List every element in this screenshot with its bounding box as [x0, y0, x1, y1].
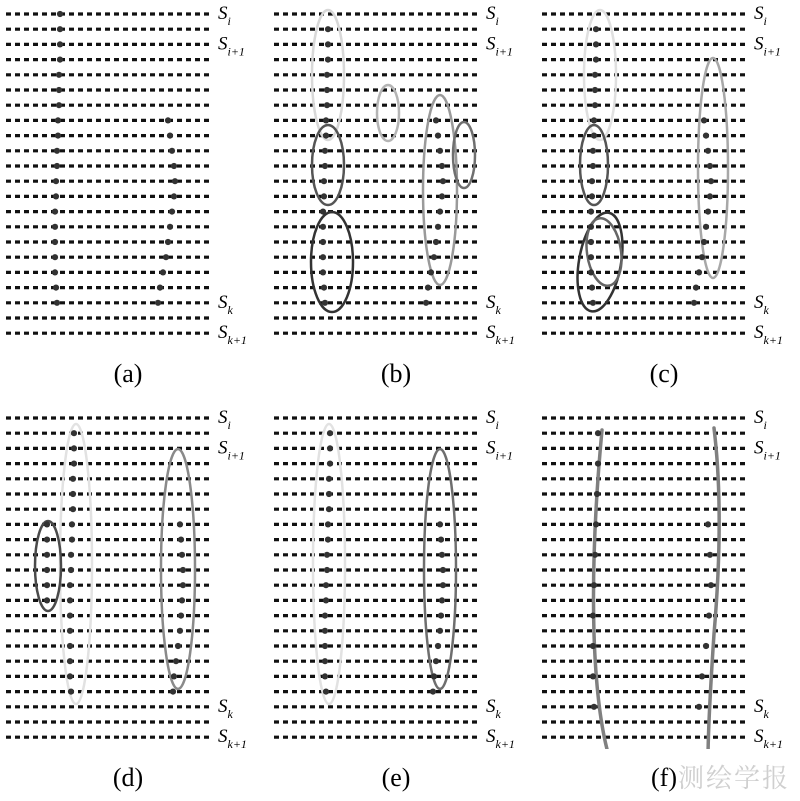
scanline-label: $S_{i+1}$	[486, 437, 513, 463]
panel-caption-a: (a)	[113, 359, 143, 388]
edge-point	[431, 673, 437, 679]
edge-point	[324, 567, 330, 573]
edge-point	[44, 521, 50, 527]
scanline-label: $S_k$	[754, 695, 769, 721]
edge-point	[326, 506, 332, 512]
edge-point	[67, 673, 73, 679]
edge-point	[327, 445, 333, 451]
edge-point	[439, 597, 445, 603]
edge-point	[425, 285, 431, 291]
edge-point	[691, 300, 697, 306]
edge-point	[323, 582, 329, 588]
edge-point	[324, 102, 330, 108]
edge-point	[178, 537, 184, 543]
edge-point	[44, 537, 50, 543]
edge-point	[53, 178, 59, 184]
edge-point	[588, 269, 594, 275]
scanline-label: $S_{i+1}$	[754, 437, 781, 463]
edge-point	[163, 254, 169, 260]
edge-point	[439, 163, 445, 169]
panel-canvas-b	[268, 0, 524, 345]
edge-point	[52, 269, 58, 275]
edge-point	[593, 521, 599, 527]
edge-point	[595, 461, 601, 467]
edge-point	[323, 597, 329, 603]
edge-point	[699, 254, 705, 260]
edge-point	[167, 224, 173, 230]
edge-point	[157, 285, 163, 291]
edge-point	[590, 643, 596, 649]
edge-point	[180, 567, 186, 573]
edge-point	[590, 613, 596, 619]
scanline-label: $S_{i+1}$	[754, 33, 781, 59]
edge-point	[589, 193, 595, 199]
edge-point	[435, 133, 441, 139]
edge-point	[170, 689, 176, 695]
edge-point	[326, 491, 332, 497]
edge-point	[703, 133, 709, 139]
scanline-label: $S_i$	[218, 407, 231, 432]
edge-point	[705, 209, 711, 215]
edge-point	[54, 300, 60, 306]
edge-point	[588, 254, 594, 260]
edge-point	[705, 521, 711, 527]
edge-point	[324, 87, 330, 93]
scanline-label: $S_k$	[218, 291, 233, 317]
edge-point	[70, 476, 76, 482]
panel-caption-c: (c)	[649, 359, 679, 388]
fitted-curve	[708, 428, 719, 749]
edge-point	[320, 269, 326, 275]
scanline-label: $S_k$	[218, 695, 233, 721]
edge-point	[591, 133, 597, 139]
edge-point	[699, 673, 705, 679]
edge-point	[71, 445, 77, 451]
panel-caption-b: (b)	[380, 359, 412, 388]
edge-point	[320, 254, 326, 260]
edge-point	[591, 582, 597, 588]
panel-c	[536, 0, 792, 390]
scanline-label: $S_{k+1}$	[218, 322, 247, 345]
edge-point	[52, 239, 58, 245]
edge-point	[177, 521, 183, 527]
edge-point	[701, 239, 707, 245]
edge-point	[437, 628, 443, 634]
edge-point	[590, 673, 596, 679]
edge-point	[440, 582, 446, 588]
edge-point	[707, 193, 713, 199]
edge-point	[430, 689, 436, 695]
edge-point	[701, 117, 707, 123]
edge-point	[323, 689, 329, 695]
edge-point	[57, 26, 63, 32]
panel-b	[268, 0, 524, 390]
edge-point	[591, 117, 597, 123]
edge-point	[696, 269, 702, 275]
edge-point	[708, 582, 714, 588]
edge-point	[440, 178, 446, 184]
edge-point	[323, 133, 329, 139]
edge-point	[435, 224, 441, 230]
edge-point	[57, 11, 63, 17]
edge-point	[323, 117, 329, 123]
edge-point	[322, 613, 328, 619]
edge-point	[53, 193, 59, 199]
edge-point	[588, 209, 594, 215]
edge-point	[590, 163, 596, 169]
edge-point	[324, 72, 330, 78]
edge-point	[423, 300, 429, 306]
edge-point	[593, 41, 599, 47]
edge-point	[706, 613, 712, 619]
edge-point	[70, 491, 76, 497]
edge-point	[70, 506, 76, 512]
edge-point	[707, 552, 713, 558]
edge-point	[439, 552, 445, 558]
edge-point	[440, 567, 446, 573]
scanline-label: $S_{k+1}$	[486, 726, 515, 749]
edge-point	[320, 239, 326, 245]
edge-point	[171, 673, 177, 679]
scanline-label: $S_{i+1}$	[486, 33, 513, 59]
edge-point	[428, 269, 434, 275]
panel-d	[0, 404, 256, 794]
edge-point	[56, 102, 62, 108]
edge-point	[52, 209, 58, 215]
scanline-label: $S_i$	[754, 407, 767, 432]
edge-point	[327, 461, 333, 467]
edge-point	[172, 178, 178, 184]
edge-point	[169, 148, 175, 154]
edge-point	[327, 430, 333, 436]
edge-point	[69, 537, 75, 543]
edge-point	[322, 673, 328, 679]
edge-point	[155, 300, 161, 306]
edge-point	[321, 193, 327, 199]
edge-point	[69, 521, 75, 527]
edge-point	[590, 300, 596, 306]
edge-point	[325, 521, 331, 527]
panel-canvas-c	[536, 0, 792, 345]
scanline-label: $S_{i+1}$	[218, 437, 245, 463]
edge-point	[167, 133, 173, 139]
edge-point	[178, 613, 184, 619]
edge-point	[71, 461, 77, 467]
edge-point	[595, 430, 601, 436]
edge-point	[173, 658, 179, 664]
edge-point	[438, 613, 444, 619]
edge-point	[437, 521, 443, 527]
edge-point	[54, 148, 60, 154]
edge-point	[52, 254, 58, 260]
edge-point	[322, 300, 328, 306]
edge-point	[703, 224, 709, 230]
scanline-label: $S_i$	[218, 3, 231, 28]
edge-point	[71, 430, 77, 436]
edge-point	[171, 193, 177, 199]
panel-caption-d: (d)	[112, 763, 144, 792]
edge-point	[165, 117, 171, 123]
edge-point	[68, 689, 74, 695]
edge-point	[53, 285, 59, 291]
edge-point	[696, 704, 702, 710]
edge-point	[67, 597, 73, 603]
edge-point	[321, 178, 327, 184]
scanline-label: $S_{i+1}$	[218, 33, 245, 59]
edge-point	[175, 643, 181, 649]
scanline-label: $S_i$	[754, 3, 767, 28]
edge-point	[433, 239, 439, 245]
edge-point	[320, 209, 326, 215]
panel-a	[0, 0, 256, 390]
edge-point	[431, 254, 437, 260]
panel-canvas-d	[0, 404, 256, 749]
scanline-label: $S_k$	[486, 695, 501, 721]
edge-point	[44, 567, 50, 573]
scanline-label: $S_{k+1}$	[754, 726, 783, 749]
edge-point	[68, 552, 74, 558]
edge-point	[437, 148, 443, 154]
edge-point	[591, 704, 597, 710]
panel-caption-e: (e)	[381, 763, 411, 792]
scanline-label: $S_{k+1}$	[218, 726, 247, 749]
edge-point	[44, 597, 50, 603]
edge-point	[592, 87, 598, 93]
edge-point	[179, 597, 185, 603]
scanline-label: $S_i$	[486, 407, 499, 432]
edge-point	[322, 148, 328, 154]
cluster-ellipse	[60, 424, 92, 704]
edge-point	[588, 224, 594, 230]
edge-point	[593, 26, 599, 32]
edge-point	[592, 72, 598, 78]
edge-point	[322, 658, 328, 664]
edge-point	[437, 209, 443, 215]
edge-point	[322, 628, 328, 634]
edge-point	[165, 239, 171, 245]
edge-point	[433, 117, 439, 123]
edge-point	[589, 285, 595, 291]
edge-point	[171, 163, 177, 169]
edge-point	[707, 163, 713, 169]
edge-point	[593, 57, 599, 63]
edge-point	[325, 57, 331, 63]
edge-point	[592, 552, 598, 558]
scanline-label: $S_i$	[486, 3, 499, 28]
edge-point	[57, 57, 63, 63]
edge-point	[177, 628, 183, 634]
panel-canvas-a	[0, 0, 256, 345]
watermark: 测绘学报	[677, 764, 790, 794]
edge-point	[325, 26, 331, 32]
edge-point	[56, 87, 62, 93]
edge-point	[55, 117, 61, 123]
edge-point	[179, 552, 185, 558]
panel-canvas-e	[268, 404, 524, 749]
edge-point	[326, 476, 332, 482]
edge-point	[67, 613, 73, 619]
edge-point	[594, 491, 600, 497]
edge-point	[52, 224, 58, 230]
edge-point	[57, 41, 63, 47]
edge-point	[588, 239, 594, 245]
panel-canvas-f	[536, 404, 792, 749]
edge-point	[703, 643, 709, 649]
scanline-label: $S_{k+1}$	[754, 322, 783, 345]
edge-point	[55, 133, 61, 139]
edge-point	[321, 285, 327, 291]
cluster-ellipse	[377, 85, 399, 141]
edge-point	[169, 209, 175, 215]
edge-point	[322, 643, 328, 649]
edge-point	[67, 628, 73, 634]
edge-point	[435, 643, 441, 649]
scanline-label: $S_k$	[486, 291, 501, 317]
edge-point	[592, 102, 598, 108]
edge-point	[433, 658, 439, 664]
edge-point	[44, 552, 50, 558]
edge-point	[56, 72, 62, 78]
edge-point	[325, 537, 331, 543]
edge-point	[54, 163, 60, 169]
panel-caption-f: (f)	[651, 763, 677, 792]
edge-point	[160, 269, 166, 275]
edge-point	[325, 41, 331, 47]
edge-point	[705, 148, 711, 154]
edge-point	[590, 148, 596, 154]
edge-point	[693, 285, 699, 291]
panel-f	[536, 404, 792, 794]
edge-point	[439, 193, 445, 199]
edge-point	[180, 582, 186, 588]
edge-point	[438, 537, 444, 543]
edge-point	[68, 567, 74, 573]
edge-point	[67, 582, 73, 588]
edge-point	[67, 658, 73, 664]
edge-point	[589, 178, 595, 184]
edge-point	[44, 582, 50, 588]
edge-point	[67, 643, 73, 649]
scanline-label: $S_{k+1}$	[486, 322, 515, 345]
panel-e	[268, 404, 524, 794]
edge-point	[708, 178, 714, 184]
edge-point	[320, 224, 326, 230]
edge-point	[322, 163, 328, 169]
edge-point	[324, 552, 330, 558]
scanline-label: $S_k$	[754, 291, 769, 317]
